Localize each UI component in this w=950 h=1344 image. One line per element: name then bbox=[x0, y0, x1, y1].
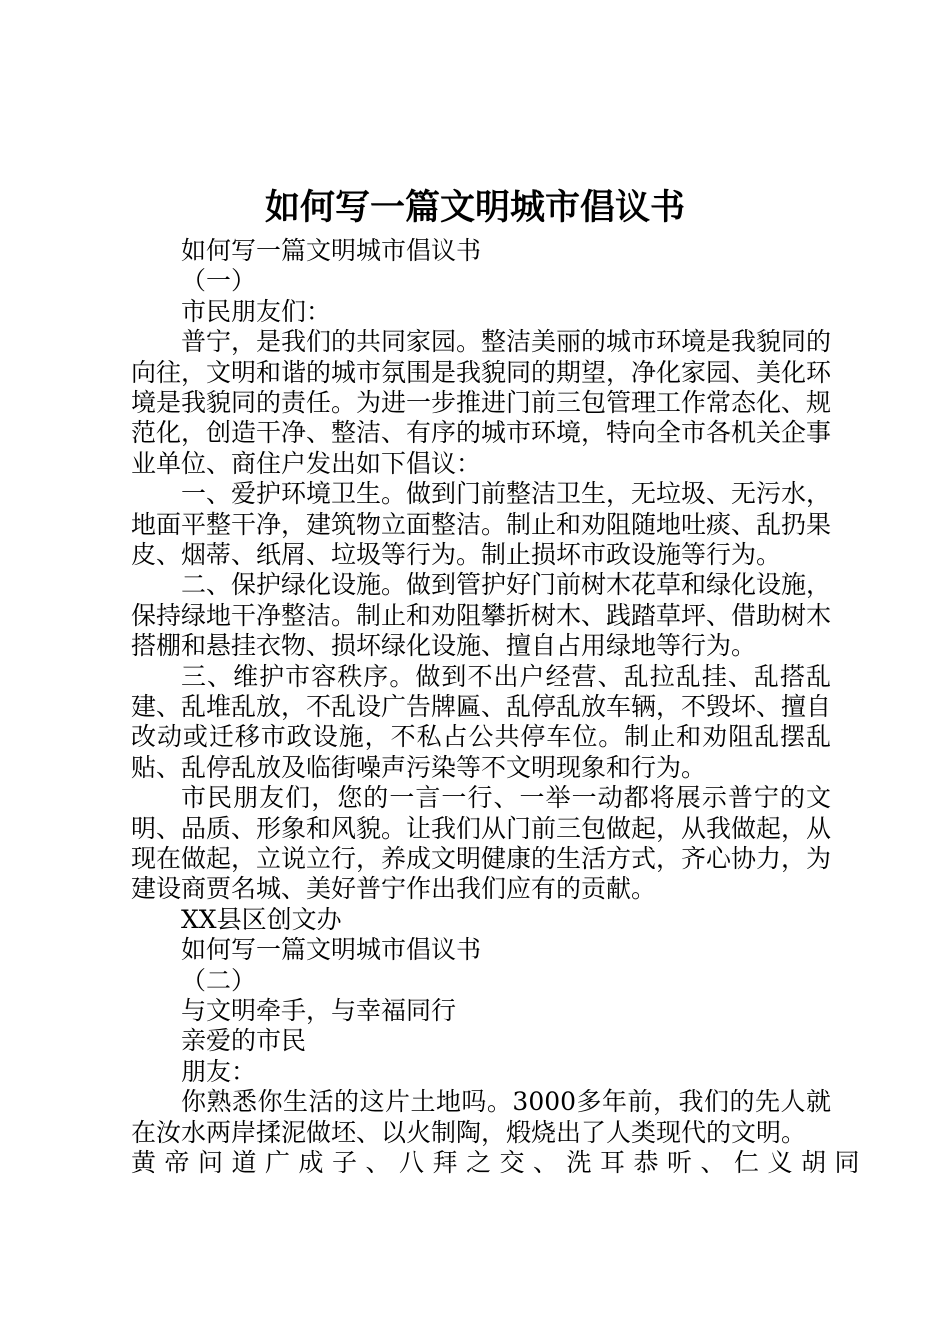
proposal-greening: 二、保护绿化设施。做到管护好门前树木花草和绿化设施，保持绿地干净整洁。制止和劝阻攀折树木、践踏草坪、借助树木搭棚和悬挂衣物、损坏绿化设施、擅自占用绿地等行为。 bbox=[131, 570, 832, 661]
section-number-two: （二） bbox=[181, 965, 257, 995]
signature: XX县区创文办 bbox=[181, 904, 342, 934]
closing-paragraph: 市民朋友们，您的一言一行、一举一动都将展示普宁的文明、品质、形象和风貌。让我们从门前三包做起，从我做起，从现在做起，立说立行，养成文明健康的生活方式，齐心协力，为建设商贾名城、美好普宁作出我们应有的贡献。 bbox=[131, 783, 832, 904]
document-title: 如何写一篇文明城市倡议书 bbox=[264, 187, 685, 228]
history-last-line: 黄帝问道广成子、八拜之交、洗耳恭听、仁义胡同 bbox=[131, 1148, 869, 1178]
proposal-environment: 一、爱护环境卫生。做到门前整洁卫生，无垃圾、无污水，地面平整干净，建筑物立面整洁。制止和劝阻随地吐痰、乱扔果皮、烟蒂、纸屑、垃圾等行为。制止损坏市政设施等行为。 bbox=[131, 479, 832, 570]
section-number-one: （一） bbox=[181, 266, 257, 296]
history-paragraph: 你熟悉你生活的这片土地吗。3000多年前，我们的先人就在汝水两岸揉泥做坯、以火制陶，煅烧出了人类现代的文明。 bbox=[131, 1087, 831, 1147]
intro-paragraph: 普宁，是我们的共同家园。整洁美丽的城市环境是我貌同的向往，文明和谐的城市氛围是我貌同的期望，净化家园、美化环境是我貌同的责任。为进一步推进门前三包管理工作常态化、规范化，创造干净、整洁、有序的城市环境，特向全市各机关企事业单位、商住户发出如下倡议： bbox=[131, 327, 832, 478]
repeated-title-line: 如何写一篇文明城市倡议书 bbox=[181, 236, 482, 265]
salutation-2a: 亲爱的市民 bbox=[181, 1026, 307, 1056]
salutation-2b: 朋友： bbox=[181, 1056, 257, 1086]
salutation: 市民朋友们： bbox=[181, 296, 332, 326]
slogan-line: 与文明牵手，与幸福同行 bbox=[181, 996, 457, 1026]
repeated-title-line-2: 如何写一篇文明城市倡议书 bbox=[181, 935, 482, 965]
proposal-city-order: 三、维护市容秩序。做到不出户经营、乱拉乱挂、乱搭乱建、乱堆乱放，不乱设广告牌匾、乱停乱放车辆，不毁坏、擅自改动或迁移市政设施，不私占公共停车位。制止和劝阻乱摆乱贴、乱停乱放及临街噪声污染等不文明现象和行为。 bbox=[131, 661, 832, 782]
document-body bbox=[131, 236, 869, 1178]
